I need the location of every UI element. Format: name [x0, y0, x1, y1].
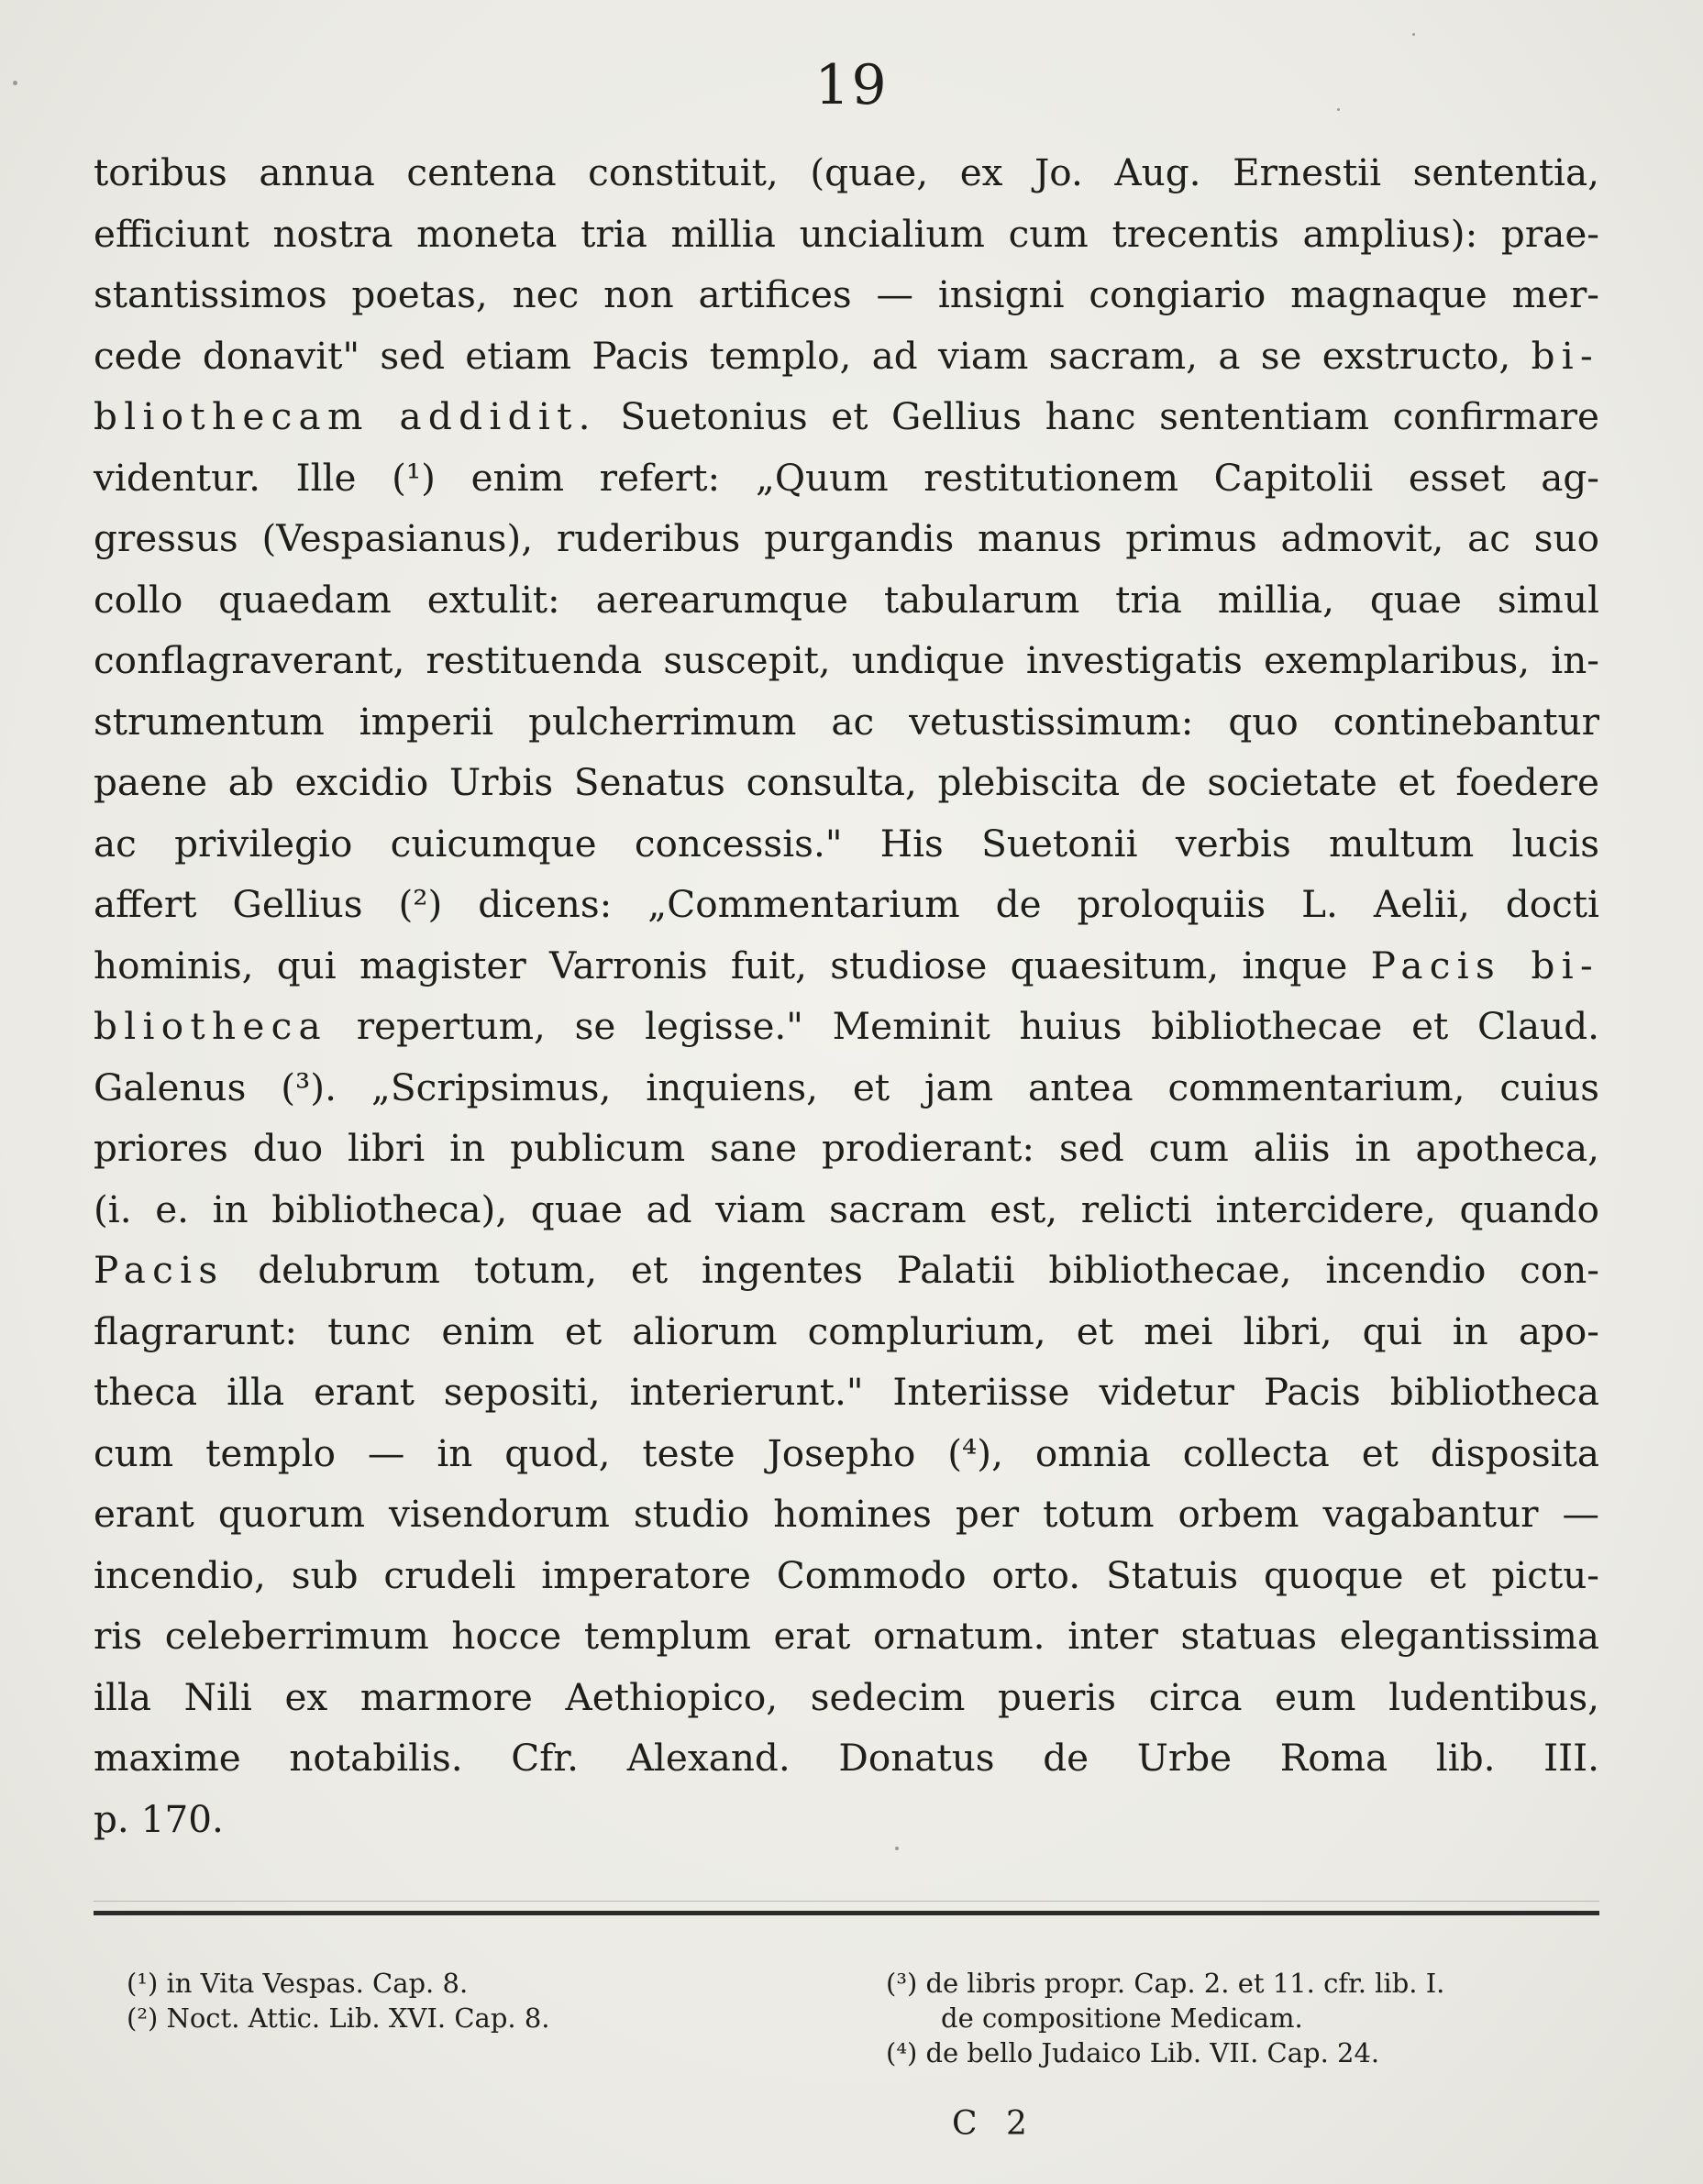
text-line: affert Gellius (²) dicens: „Commentarium de proloquiis L. Aelii, docti: [94, 882, 1599, 926]
footnotes-left-column: [127, 1966, 860, 2035]
paper-speck: [13, 81, 17, 85]
text-line: hominis, qui magister Varronis fuit, studiose quaesitum, inque Pacis bi-: [94, 943, 1599, 987]
text-line: cede donavit" sed etiam Pacis templo, ad viam sacram, a se exstructo, bi-: [94, 333, 1599, 378]
footnote: (³) de libris propr. Cap. 2. et 11. cfr. lib. I.: [886, 1968, 1445, 1999]
page-number: 19: [814, 53, 889, 117]
paper-speck: [1412, 33, 1415, 36]
text-line: efficiunt nostra moneta tria millia uncialium cum trecentis amplius): prae-: [94, 211, 1599, 256]
text-line: videntur. Ille (¹) enim refert: „Quum restitutionem Capitolii esset ag-: [94, 455, 1599, 500]
text-line: theca illa erant sepositi, interierunt." Interiisse videtur Pacis bibliotheca: [94, 1370, 1599, 1414]
text-line: ris celeberrimum hocce templum erat ornatum. inter statuas elegantissima: [94, 1614, 1599, 1658]
text-line: paene ab excidio Urbis Senatus consulta, plebiscita de societate et foedere: [94, 760, 1599, 804]
text-line: bliotheca repertum, se legisse." Meminit huius bibliothecae et Claud.: [94, 1004, 1599, 1048]
footnote: (¹) in Vita Vespas. Cap. 8.: [127, 1968, 469, 1999]
text-line: stantissimos poetas, nec non artifices — insigni congiario magnaque mer-: [94, 272, 1599, 316]
footnotes-right-column: [886, 1966, 1610, 2070]
text-line: Galenus (³). „Scripsimus, inquiens, et jam antea commentarium, cuius: [94, 1064, 1599, 1109]
main-text: [94, 142, 1599, 1849]
text-line: illa Nili ex marmore Aethiopico, sedecim pueris circa eum ludentibus,: [94, 1674, 1599, 1719]
text-line: (i. e. in bibliotheca), quae ad viam sacram est, relicti intercidere, quando: [94, 1186, 1599, 1231]
paper-speck: [1337, 108, 1340, 111]
text-line: incendio, sub crudeli imperatore Commodo orto. Statuis quoque et pictu-: [94, 1552, 1599, 1597]
text-line: p. 170.: [94, 1796, 224, 1841]
footnote: (²) Noct. Attic. Lib. XVI. Cap. 8.: [127, 2002, 550, 2034]
text-line: cum templo — in quod, teste Josepho (⁴), omnia collecta et disposita: [94, 1430, 1599, 1475]
signature-mark: C 2: [952, 2105, 1036, 2143]
text-line: flagrarunt: tunc enim et aliorum complurium, et mei libri, qui in apo-: [94, 1308, 1599, 1353]
footnote: (⁴) de bello Judaico Lib. VII. Cap. 24.: [886, 2037, 1380, 2068]
text-line: strumentum imperii pulcherrimum ac vetustissimum: quo continebantur: [94, 699, 1599, 744]
text-line: erant quorum visendorum studio homines per totum orbem vagabantur —: [94, 1492, 1599, 1536]
text-line: bliothecam addidit. Suetonius et Gellius hanc sententiam confirmare: [94, 394, 1599, 438]
text-line: conflagraverant, restituenda suscepit, undique investigatis exemplaribus, in-: [94, 638, 1599, 682]
text-line: collo quaedam extulit: aerearumque tabularum tria millia, quae simul: [94, 577, 1599, 622]
footnote-rule: [94, 1911, 1599, 1915]
text-line: Pacis delubrum totum, et ingentes Palatii bibliothecae, incendio con-: [94, 1248, 1599, 1292]
text-line: ac privilegio cuicumque concessis." His Suetonii verbis multum lucis: [94, 821, 1599, 866]
text-line: maxime notabilis. Cfr. Alexand. Donatus de Urbe Roma lib. III.: [94, 1736, 1599, 1780]
paper-speck: [895, 1847, 899, 1850]
text-line: priores duo libri in publicum sane prodierant: sed cum aliis in apotheca,: [94, 1126, 1599, 1170]
footnote-continuation: de compositione Medicam.: [941, 2002, 1303, 2034]
text-line: gressus (Vespasianus), ruderibus purgandis manus primus admovit, ac suo: [94, 516, 1599, 560]
text-line: toribus annua centena constituit, (quae, ex Jo. Aug. Ernestii sententia,: [94, 150, 1599, 194]
footnote-rule-faint: [94, 1901, 1599, 1902]
